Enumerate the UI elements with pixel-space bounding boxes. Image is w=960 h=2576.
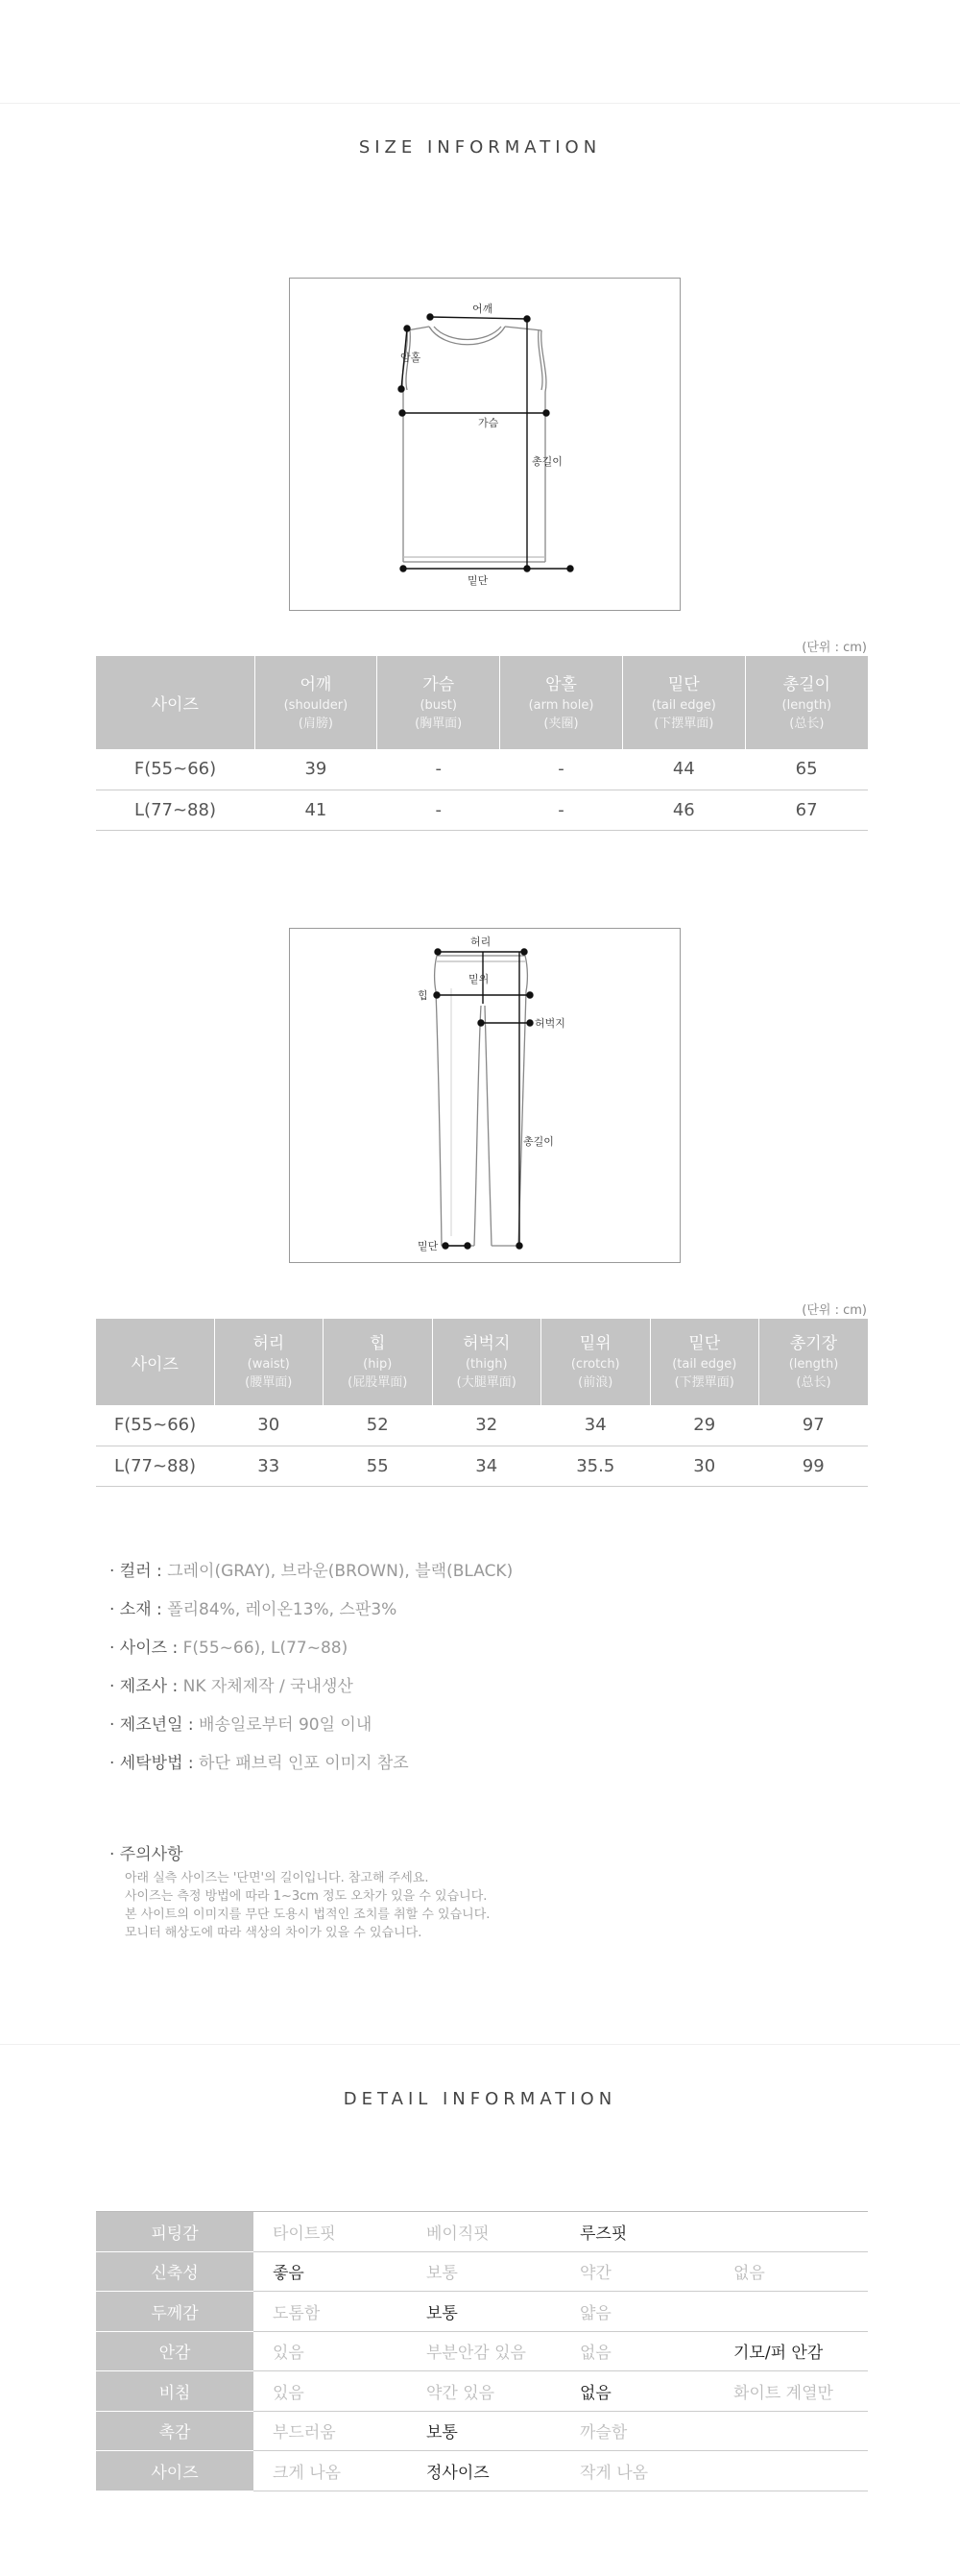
column-header [432,1319,541,1405]
detail-option: 약간 [561,2251,714,2292]
detail-row [96,2292,868,2332]
detail-option: 없음 [561,2331,714,2371]
info-key: · 컬러 : [109,1562,168,1581]
table-row [96,1405,868,1446]
header-cn: (腰單面) [245,1375,293,1390]
detail-option: 베이직핏 [407,2212,561,2252]
header-cn: (夹圈) [543,716,579,731]
notice-line: 모니터 해상도에 따라 색상의 차이가 있을 수 있습니다. [125,1926,422,1940]
value-cell: - [500,790,623,830]
detail-option [714,2451,868,2491]
size-info-title: SIZE INFORMATION [358,137,602,158]
value-cell: 99 [759,1446,869,1486]
info-value: 그레이(GRAY), 브라운(BROWN), 블랙(BLACK) [167,1562,514,1581]
info-value: 배송일로부터 90일 이내 [199,1715,372,1735]
detail-label: 신축성 [96,2251,253,2292]
notice-line: 본 사이트의 이미지를 무단 도용시 법적인 조치를 취할 수 있습니다. [125,1908,491,1922]
detail-option [714,2212,868,2252]
value-cell: 33 [214,1446,324,1486]
notice-line: 사이즈는 측정 방법에 따라 1~3cm 정도 오차가 있을 수 있습니다. [125,1889,488,1904]
leggings-diagram [289,928,681,1263]
size-header: 사이즈 [96,656,254,749]
column-header [745,656,868,749]
product-info-list [109,1552,513,1783]
detail-option: 부드러움 [253,2411,407,2451]
label-hem: 밑단 [468,574,489,587]
label-hip: 힙 [418,989,428,1002]
info-item [109,1744,513,1783]
header-cn: (前浪) [578,1375,613,1390]
value-cell: 39 [254,749,377,790]
size-cell: F(55~66) [96,1405,214,1446]
info-value: NK 자체제작 / 국내생산 [182,1677,353,1696]
detail-option: 크게 나옴 [253,2451,407,2491]
table-header-row [96,1319,868,1405]
value-cell: - [377,749,500,790]
header-en: (length) [781,697,832,713]
detail-option: 정사이즈 [407,2451,561,2491]
value-cell: 29 [650,1405,759,1446]
label-shoulder: 어깨 [472,303,493,315]
header-cn: (大腿單面) [456,1375,516,1390]
detail-label: 사이즈 [96,2451,253,2491]
header-cn: (总长) [796,1375,831,1390]
header-cn: (肩膀) [298,716,333,731]
header-ko: 가슴 [422,674,455,694]
header-ko: 허벅지 [463,1334,511,1353]
detail-option: 없음 [561,2371,714,2412]
value-cell: 97 [759,1405,869,1446]
top-size-table [96,656,868,831]
label-length: 총길이 [523,1135,554,1148]
value-cell: 67 [745,790,868,830]
label-waist: 허리 [470,936,492,948]
info-key: · 소재 : [109,1600,168,1619]
detail-option: 약간 있음 [407,2371,561,2412]
detail-option: 화이트 계열만 [714,2371,868,2412]
value-cell: 41 [254,790,377,830]
header-ko: 밑단 [688,1334,721,1353]
column-header [500,656,623,749]
header-en: (bust) [420,697,457,713]
size-header: 사이즈 [96,1319,214,1405]
value-cell: 35.5 [541,1446,651,1486]
info-key: · 제조년일 : [109,1715,200,1735]
detail-label: 두께감 [96,2292,253,2332]
info-item [109,1552,513,1591]
header-cn: (胸單面) [415,716,463,731]
detail-info-table [96,2211,868,2491]
size-cell: L(77~88) [96,790,254,830]
detail-option [714,2411,868,2451]
top-divider [0,103,960,104]
header-en: (tail edge) [651,697,716,713]
detail-option: 보통 [407,2292,561,2332]
info-key: · 세탁방법 : [109,1754,200,1773]
info-value: 폴리84%, 레이온13%, 스판3% [167,1600,397,1619]
header-en: (shoulder) [283,697,348,713]
label-length: 총길이 [532,455,563,468]
header-ko: 암홀 [545,674,577,694]
header-en: (hip) [363,1357,393,1372]
detail-option: 얇음 [561,2292,714,2332]
detail-option [714,2292,868,2332]
detail-option: 보통 [407,2411,561,2451]
value-cell: - [500,749,623,790]
detail-option: 도톰함 [253,2292,407,2332]
detail-row [96,2371,868,2412]
info-item [109,1591,513,1629]
detail-option: 기모/퍼 안감 [714,2331,868,2371]
header-ko: 밑단 [667,674,700,694]
size-cell: F(55~66) [96,749,254,790]
header-ko: 허리 [252,1334,285,1353]
detail-option: 좋음 [253,2251,407,2292]
detail-option: 루즈핏 [561,2212,714,2252]
label-armhole: 암홀 [400,352,421,364]
value-cell: 34 [541,1405,651,1446]
notice-title: · 주의사항 [109,1845,183,1864]
tank-top-diagram [289,278,681,611]
info-item [109,1629,513,1667]
info-item [109,1706,513,1744]
column-header [622,656,745,749]
detail-row [96,2212,868,2252]
value-cell: 30 [214,1405,324,1446]
notice-line: 아래 실측 사이즈는 '단면'의 길이입니다. 참고해 주세요. [125,1871,429,1885]
header-en: (tail edge) [672,1357,737,1372]
detail-option: 보통 [407,2251,561,2292]
detail-option: 없음 [714,2251,868,2292]
column-header [541,1319,651,1405]
info-value: 하단 패브릭 인포 이미지 참조 [199,1754,409,1773]
value-cell: 34 [432,1446,541,1486]
header-en: (arm hole) [528,697,594,713]
value-cell: 32 [432,1405,541,1446]
label-bust: 가슴 [478,417,499,429]
detail-row [96,2331,868,2371]
value-cell: 44 [622,749,745,790]
header-ko: 어깨 [300,674,332,694]
header-en: (length) [788,1357,839,1372]
header-cn: (下摆單面) [674,1375,734,1390]
notice-text [125,1869,490,1942]
info-key: · 제조사 : [109,1677,183,1696]
label-thigh: 허벅지 [535,1017,565,1030]
unit-label-bottom: (단위 : cm) [802,1303,867,1318]
section-divider [0,2044,960,2045]
header-en: (thigh) [465,1357,508,1372]
header-ko: 힙 [370,1334,386,1353]
bottom-size-table [96,1319,868,1487]
label-crotch: 밑위 [468,973,490,985]
value-cell: 65 [745,749,868,790]
value-cell: 30 [650,1446,759,1486]
unit-label-top: (단위 : cm) [802,641,867,655]
info-value: F(55~66), L(77~88) [182,1639,348,1658]
header-cn: (下摆單面) [654,716,714,731]
column-header [254,656,377,749]
size-cell: L(77~88) [96,1446,214,1486]
header-cn: (屁股單面) [348,1375,408,1390]
table-row [96,749,868,790]
label-hem: 밑단 [418,1240,439,1252]
column-header [377,656,500,749]
value-cell: 52 [324,1405,433,1446]
detail-option: 있음 [253,2331,407,2371]
detail-label: 촉감 [96,2411,253,2451]
detail-row [96,2451,868,2491]
detail-option: 까슬함 [561,2411,714,2451]
table-header-row [96,656,868,749]
table-row [96,1446,868,1486]
header-cn: (总长) [789,716,825,731]
header-en: (waist) [247,1357,290,1372]
info-key: · 사이즈 : [109,1639,183,1658]
value-cell: - [377,790,500,830]
detail-option: 부분안감 있음 [407,2331,561,2371]
header-ko: 총길이 [782,674,830,694]
column-header [214,1319,324,1405]
detail-label: 비침 [96,2371,253,2412]
column-header [759,1319,869,1405]
detail-row [96,2251,868,2292]
detail-option: 타이트핏 [253,2212,407,2252]
detail-label: 피팅감 [96,2212,253,2252]
detail-row [96,2411,868,2451]
value-cell: 55 [324,1446,433,1486]
value-cell: 46 [622,790,745,830]
table-row [96,790,868,830]
header-en: (crotch) [570,1357,620,1372]
column-header [650,1319,759,1405]
header-ko: 총기장 [789,1334,838,1353]
detail-option: 작게 나옴 [561,2451,714,2491]
detail-info-title: DETAIL INFORMATION [343,2089,617,2109]
detail-option: 있음 [253,2371,407,2412]
info-item [109,1667,513,1706]
detail-label: 안감 [96,2331,253,2371]
header-ko: 밑위 [579,1334,612,1353]
column-header [324,1319,433,1405]
